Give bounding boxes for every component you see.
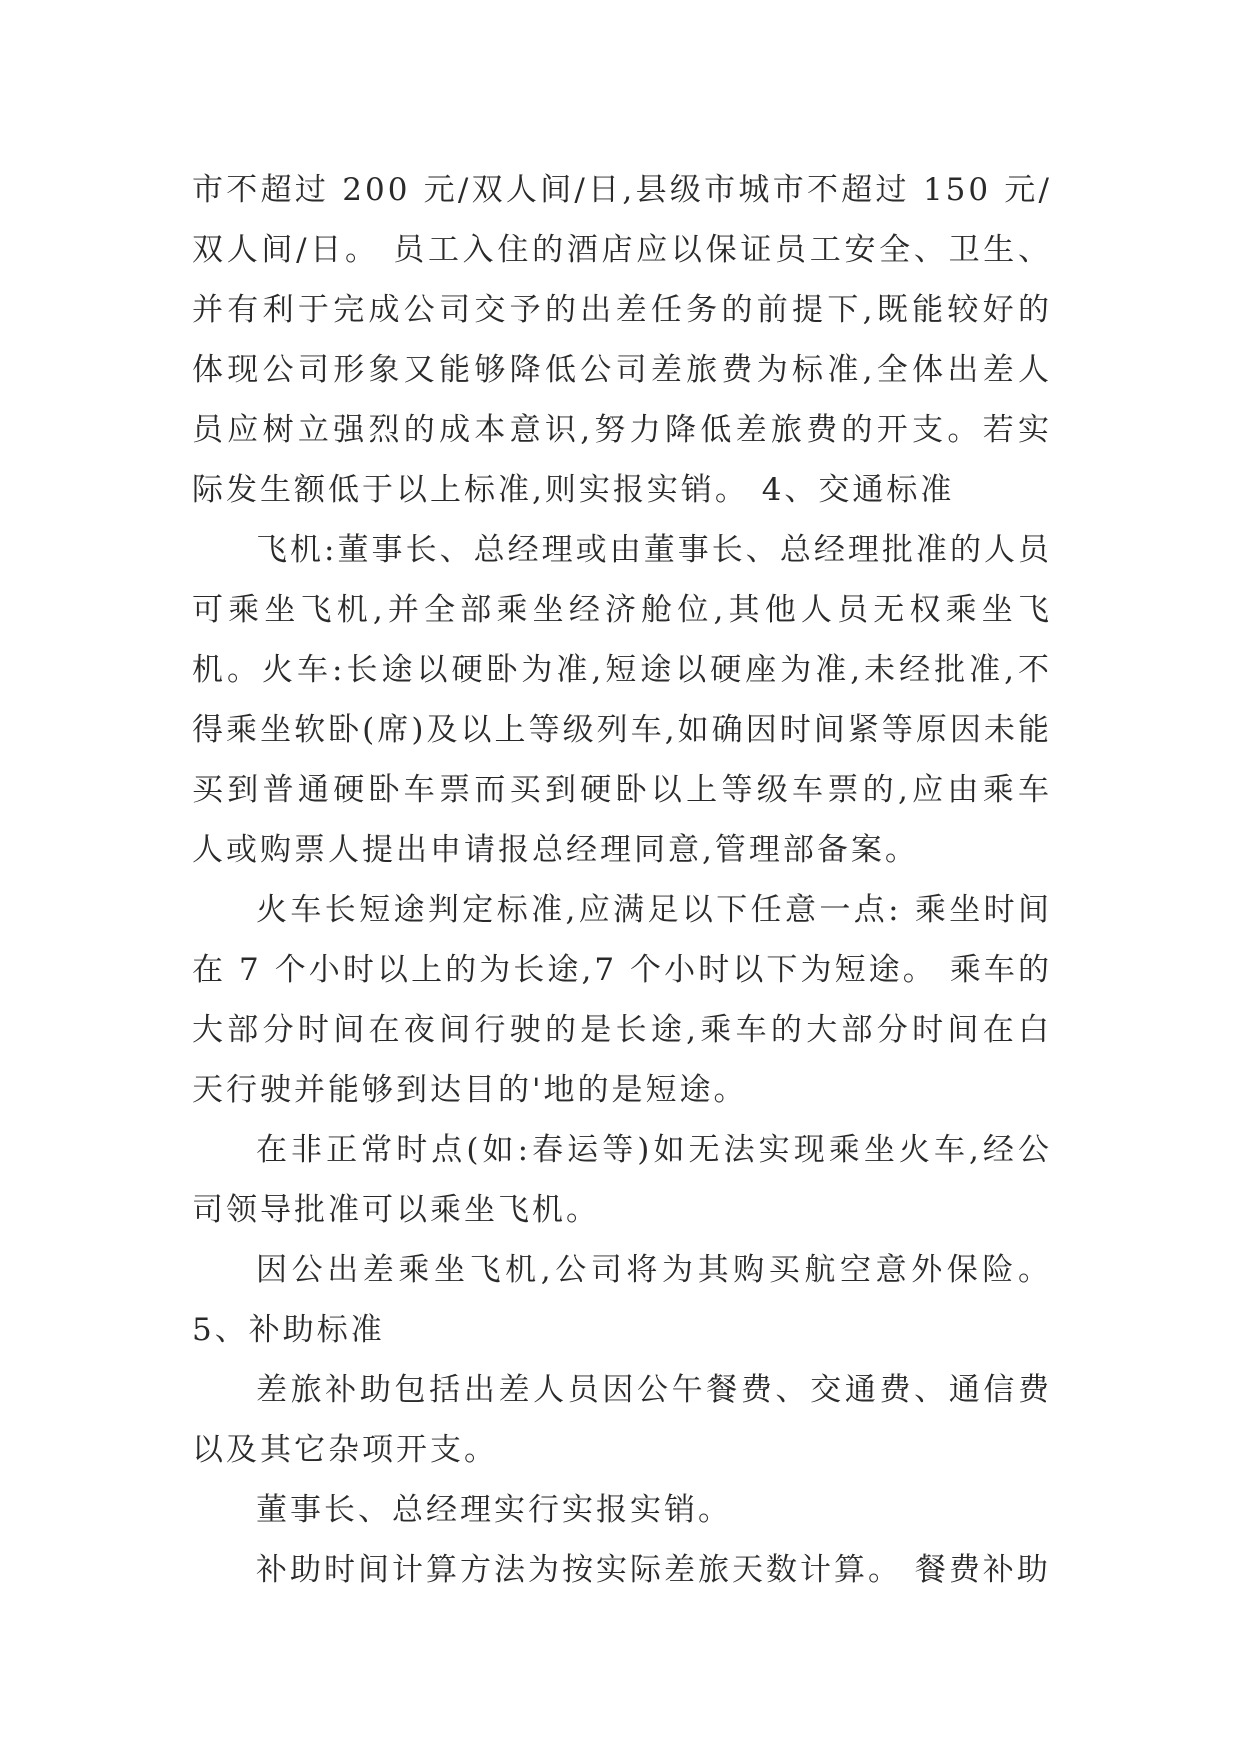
body-text [192, 160, 1052, 1600]
paragraph-allowance-calculation: 补助时间计算方法为按实际差旅天数计算。 餐费补助 [256, 1552, 1051, 1588]
paragraph-executive-reimbursement: 董事长、总经理实行实报实销。 [256, 1492, 732, 1528]
paragraph-peak-season: 在非正常时点(如:春运等)如无法实现乘坐火车,经公司领导批准可以乘坐飞机。 [192, 1132, 1052, 1228]
paragraph-flight-train: 飞机:董事长、总经理或由董事长、总经理批准的人员可乘坐飞机,并全部乘坐经济舱位,其他人员无权乘坐飞机。火车:长途以硬卧为准,短途以硬座为准,未经批准,不得乘坐软卧(席)及以上等级列车,如确因时间紧等原因未能买到普通硬卧车票而买到硬卧以上等级车票的,应由乘车人或购票人提出申请报总经理同意,管理部备案。 [192, 532, 1052, 868]
paragraph-train-distance: 火车长短途判定标准,应满足以下任意一点: 乘坐时间在 7 个小时以上的为长途,7 个小时以下为短途。 乘车的大部分时间在夜间行驶的是长途,乘车的大部分时间在白天行驶并能够到达目的'地的是短途。 [192, 892, 1052, 1108]
paragraph-allowance-scope: 差旅补助包括出差人员因公午餐费、交通费、通信费以及其它杂项开支。 [192, 1372, 1052, 1468]
paragraph-insurance: 因公出差乘坐飞机,公司将为其购买航空意外保险。 5、补助标准 [192, 1252, 1052, 1348]
paragraph-hotel-standard: 市不超过 200 元/双人间/日,县级市城市不超过 150 元/双人间/日。 员工入住的酒店应以保证员工安全、卫生、并有利于完成公司交予的出差任务的前提下,既能较好的体现公司形象又能够降低公司差旅费为标准,全体出差人员应树立强烈的成本意识,努力降低差旅费的开支。若实际发生额低于以上标准,则实报实销。 4、交通标准 [192, 172, 1052, 508]
